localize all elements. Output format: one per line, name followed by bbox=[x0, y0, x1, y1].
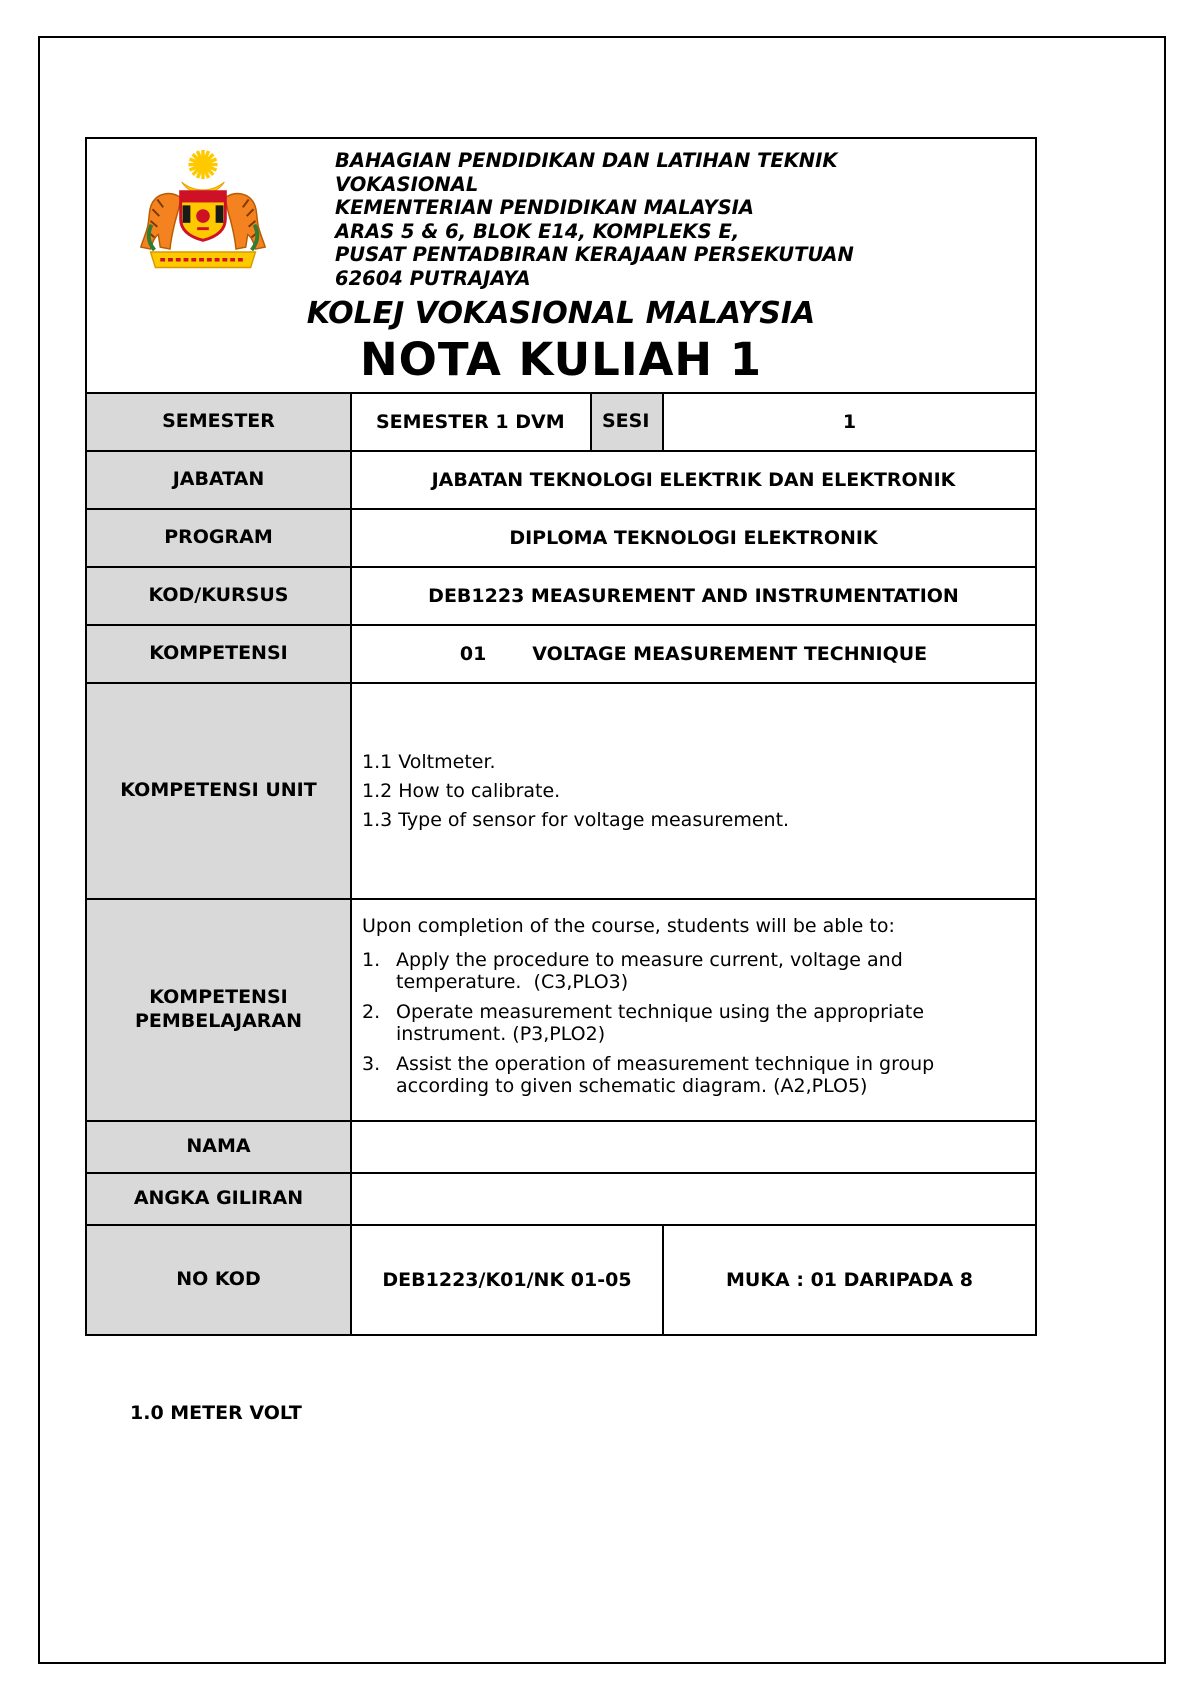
org-line: BAHAGIAN PENDIDIKAN DAN LATIHAN TEKNIK bbox=[335, 149, 838, 172]
program-label: PROGRAM bbox=[86, 509, 351, 567]
program-row bbox=[86, 509, 1036, 567]
pembelajaran-item bbox=[362, 949, 1025, 993]
semester-row bbox=[86, 393, 1036, 451]
pembelajaran-item bbox=[362, 1053, 1025, 1097]
org-line: PUSAT PENTADBIRAN KERAJAAN PERSEKUTUAN bbox=[335, 243, 854, 266]
kompetensi-unit-label: KOMPETENSI UNIT bbox=[86, 683, 351, 899]
org-line: 62604 PUTRAJAYA bbox=[335, 266, 531, 290]
sesi-value: 1 bbox=[663, 393, 1036, 451]
org-address-block bbox=[335, 145, 1025, 290]
unit-item: 1.3 Type of sensor for voltage measurement. bbox=[362, 809, 790, 831]
no-kod-value: DEB1223/K01/NK 01-05 bbox=[351, 1225, 663, 1335]
nama-row bbox=[86, 1121, 1036, 1173]
semester-value: SEMESTER 1 DVM bbox=[351, 393, 591, 451]
pembelajaran-item-number: 3. bbox=[362, 1053, 381, 1075]
malaysia-coat-of-arms-logo-icon bbox=[125, 149, 281, 285]
angka-giliran-value bbox=[351, 1173, 1036, 1225]
kod-kursus-row bbox=[86, 567, 1036, 625]
sesi-label: SESI bbox=[591, 393, 663, 451]
semester-label: SEMESTER bbox=[86, 393, 351, 451]
kompetensi-unit-row bbox=[86, 683, 1036, 899]
org-line: VOKASIONAL bbox=[335, 172, 479, 196]
pembelajaran-item bbox=[362, 1001, 1025, 1045]
unit-item: 1.1 Voltmeter. bbox=[362, 751, 496, 773]
kompetensi-name: VOLTAGE MEASUREMENT TECHNIQUE bbox=[532, 643, 928, 665]
kompetensi-unit-value bbox=[351, 683, 1036, 899]
kompetensi-label: KOMPETENSI bbox=[86, 625, 351, 683]
no-kod-label: NO KOD bbox=[86, 1225, 351, 1335]
kompetensi-value bbox=[351, 625, 1036, 683]
kod-kursus-value: DEB1223 MEASUREMENT AND INSTRUMENTATION bbox=[351, 567, 1036, 625]
section-heading-meter-volt: 1.0 METER VOLT bbox=[130, 1402, 302, 1424]
org-line: ARAS 5 & 6, BLOK E14, KOMPLEKS E, bbox=[335, 219, 740, 243]
header-inner bbox=[97, 145, 1025, 386]
header-cell bbox=[86, 138, 1036, 393]
muka-value: MUKA : 01 DARIPADA 8 bbox=[663, 1225, 1036, 1335]
cover-sheet-table bbox=[85, 137, 1037, 1336]
kompetensi-pembelajaran-value bbox=[351, 899, 1036, 1121]
kod-kursus-label: KOD/KURSUS bbox=[86, 567, 351, 625]
kompetensi-pembelajaran-label: KOMPETENSI PEMBELAJARAN bbox=[86, 899, 351, 1121]
pembelajaran-item-number: 1. bbox=[362, 949, 381, 971]
angka-giliran-label: ANGKA GILIRAN bbox=[86, 1173, 351, 1225]
no-kod-row bbox=[86, 1225, 1036, 1335]
header-row bbox=[86, 138, 1036, 393]
pembelajaran-intro: Upon completion of the course, students will be able to: bbox=[362, 915, 895, 937]
jabatan-label: JABATAN bbox=[86, 451, 351, 509]
jabatan-value: JABATAN TEKNOLOGI ELEKTRIK DAN ELEKTRONIK bbox=[351, 451, 1036, 509]
org-line: KEMENTERIAN PENDIDIKAN MALAYSIA bbox=[335, 196, 754, 219]
document-title: NOTA KULIAH 1 bbox=[359, 333, 763, 386]
nama-value bbox=[351, 1121, 1036, 1173]
college-name: KOLEJ VOKASIONAL MALAYSIA bbox=[306, 296, 816, 331]
kompetensi-row bbox=[86, 625, 1036, 683]
pembelajaran-item-text: Apply the procedure to measure current, voltage and temperature. (C3,PLO3) bbox=[396, 949, 909, 993]
pembelajaran-item-text: Operate measurement technique using the appropriate instrument. (P3,PLO2) bbox=[396, 1001, 931, 1045]
angka-giliran-row bbox=[86, 1173, 1036, 1225]
pembelajaran-item-number: 2. bbox=[362, 1001, 381, 1023]
unit-item: 1.2 How to calibrate. bbox=[362, 780, 561, 802]
program-value: DIPLOMA TEKNOLOGI ELEKTRONIK bbox=[351, 509, 1036, 567]
kompetensi-number: 01 bbox=[459, 643, 487, 665]
kompetensi-pembelajaran-row bbox=[86, 899, 1036, 1121]
nama-label: NAMA bbox=[86, 1121, 351, 1173]
pembelajaran-item-text: Assist the operation of measurement technique in group according to given schematic diagram. (A2,PLO5) bbox=[396, 1053, 941, 1097]
jabatan-row bbox=[86, 451, 1036, 509]
